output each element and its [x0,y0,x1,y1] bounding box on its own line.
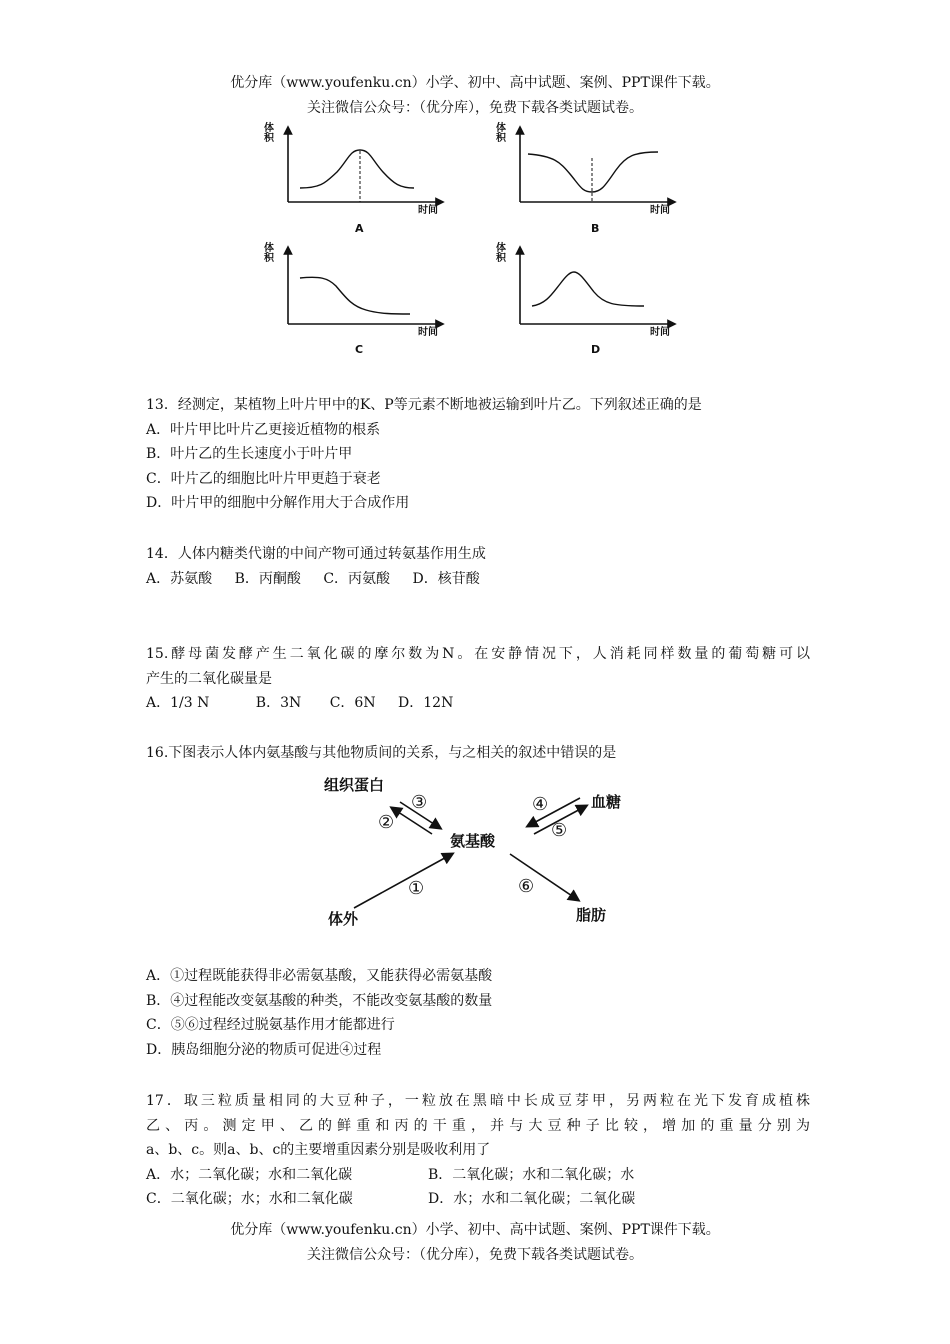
q16-option-d: D．胰岛细胞分泌的物质可促进④过程 [146,1041,382,1058]
q15-stem-line-2: 产生的二氧化碳量是 [146,670,272,687]
q16-stem: 16.下图表示人体内氨基酸与其他物质间的关系，与之相关的叙述中错误的是 [146,745,617,761]
q14-options [146,567,810,592]
header-line-1: 优分库（www.youfenku.cn）小学、初中、高中试题、案例、PPT课件下载。 [230,75,720,91]
q16-option-a: A．①过程既能获得非必需氨基酸，又能获得必需氨基酸 [146,968,493,984]
graph-c-label: C [355,343,364,356]
q14-option-b: B．丙酮酸 [234,570,301,587]
graph-a-xlabel: 时间 [418,205,438,216]
q15-option-c: C．6N [329,695,376,711]
label-blood-sugar: 血糖 [591,793,622,811]
label-amino-acid: 氨基酸 [450,832,496,850]
footer-line-1: 优分库（www.youfenku.cn）小学、初中、高中试题、案例、PPT课件下载。 [230,1222,720,1238]
graph-b-label: B [591,222,600,235]
q17-stem-line-3: a、b、c。则a、b、c的主要增重因素分别是吸收利用了 [146,1142,491,1158]
graph-d-label: D [591,343,601,356]
q14-option-c: C．丙氨酸 [323,570,391,587]
q14-option-d: D．核苷酸 [412,570,480,587]
q15-option-b: B．3N [255,695,302,711]
process-6: ⑥ [518,876,535,897]
graph-b [494,122,684,222]
q17-stem-line-1: 17．取三粒质量相同的大豆种子，一粒放在黑暗中长成豆芽甲，另两粒在光下发育成植株 [146,1093,810,1109]
question-13 [146,393,810,516]
graph-b-xlabel: 时间 [650,205,670,216]
graph-d-xlabel: 时间 [650,327,670,338]
q17-options-row-1 [146,1163,810,1188]
graph-a [262,122,452,222]
process-4: ④ [532,794,549,815]
question-15 [146,642,810,716]
graph-a-label: A [355,222,364,235]
q17-options-row-2 [146,1187,810,1212]
question-17 [146,1089,810,1212]
graph-c-ylabel: 体 积 [264,243,274,264]
process-1: ① [408,878,425,899]
q13-option-b: B．叶片乙的生长速度小于叶片甲 [146,446,353,462]
graph-c [262,242,452,342]
q14-stem: 14．人体内糖类代谢的中间产物可通过转氨基作用生成 [146,546,486,562]
q13-option-c: C．叶片乙的细胞比叶片甲更趋于衰老 [146,470,381,487]
q15-option-a: A．1/3 N [146,695,210,711]
q17-stem-line-2: 乙、丙。测定甲、乙的鲜重和丙的干重，并与大豆种子比较，增加的重量分别为 [146,1117,810,1134]
process-3: ③ [411,792,428,813]
q13-stem: 13．经测定，某植物上叶片甲中的K、P等元素不断地被运输到叶片乙。下列叙述正确的是 [146,397,702,413]
q14-option-a: A．苏氨酸 [146,570,213,587]
process-2: ② [378,812,395,833]
q15-stem-line-1: 15.酵母菌发酵产生二氧化碳的摩尔数为N。在安静情况下，人消耗同样数量的葡萄糖可以 [146,646,810,662]
label-fat: 脂肪 [576,906,607,924]
q16-option-c: C．⑤⑥过程经过脱氨基作用才能都进行 [146,1017,395,1033]
q15-option-d: D．12N [398,695,454,711]
question-16-stem-block [146,741,810,766]
q15-options [146,691,810,716]
graph-d-ylabel: 体 积 [496,243,506,264]
q17-option-d: D．水；水和二氧化碳；二氧化碳 [428,1191,636,1207]
process-5: ⑤ [551,820,568,841]
question-14 [146,542,810,591]
graph-c-xlabel: 时间 [418,327,438,338]
q16-option-b: B．④过程能改变氨基酸的种类，不能改变氨基酸的数量 [146,992,493,1009]
question-16-options [146,964,810,1062]
q17-option-b: B．二氧化碳；水和二氧化碳；水 [428,1166,635,1183]
label-outside-body: 体外 [328,910,359,928]
label-tissue-protein: 组织蛋白 [324,776,385,794]
q17-option-c: C．二氧化碳；水；水和二氧化碳 [146,1191,353,1207]
header-line-2: 关注微信公众号：（优分库），免费下载各类试题试卷。 [307,100,643,116]
graph-a-ylabel: 体 积 [264,123,274,144]
q13-option-a: A．叶片甲比叶片乙更接近植物的根系 [146,421,381,438]
q13-option-d: D．叶片甲的细胞中分解作用大于合成作用 [146,495,410,511]
footer-line-2: 关注微信公众号：（优分库），免费下载各类试题试卷。 [307,1247,643,1263]
amino-acid-diagram [310,768,650,938]
q17-option-a: A．水；二氧化碳；水和二氧化碳 [146,1166,353,1183]
graph-d [494,242,684,342]
graph-b-ylabel: 体 积 [496,123,506,144]
